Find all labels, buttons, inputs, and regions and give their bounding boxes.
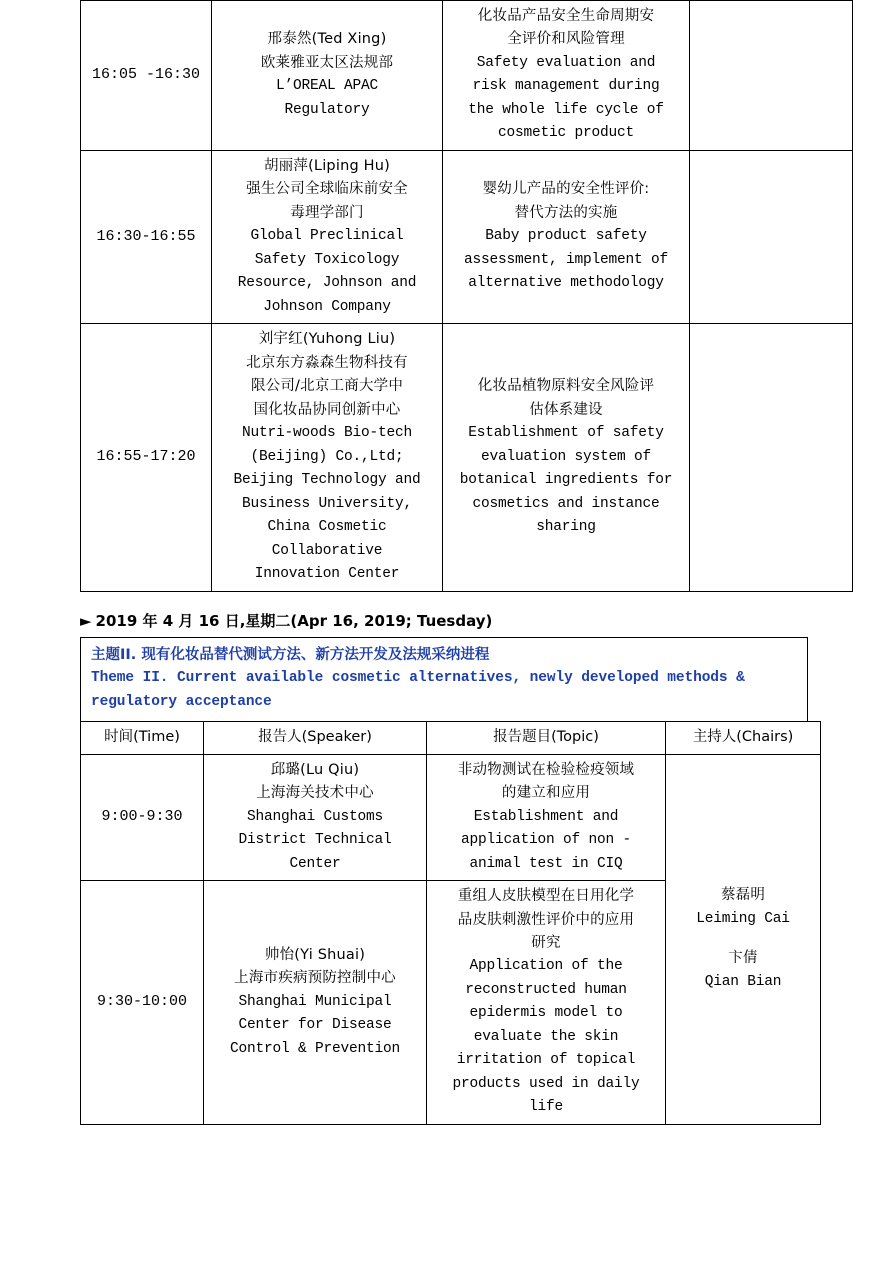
speaker-affiliation-en-1: L’OREAL APAC [275, 78, 379, 95]
speaker-affiliation-en-3: Control & Prevention [229, 1040, 401, 1057]
cell-speaker [204, 881, 427, 1125]
cell-topic [427, 881, 666, 1125]
cell-speaker [212, 324, 443, 591]
cell-speaker [212, 150, 443, 323]
speaker-affiliation-en-3: Center [289, 855, 341, 872]
speaker-lines [210, 759, 420, 876]
speaker-affiliation-en-4: Business University, [241, 495, 413, 512]
topic-cn-1: 非动物测试在检验检疫领域 [457, 761, 635, 778]
cell-chairs [666, 754, 821, 1124]
column-header-time: 时间(Time) [81, 722, 204, 754]
schedule-table-theme-2 [80, 721, 821, 1125]
topic-en-5: sharing [536, 519, 596, 536]
speaker-affiliation-cn-2: 限公司/北京工商大学中 [250, 378, 404, 395]
column-header-chairs: 主持人(Chairs) [666, 722, 821, 754]
speaker-affiliation-en-1: Shanghai Customs [246, 808, 384, 825]
speaker-name: 刘宇红(Yuhong Liu) [258, 331, 396, 348]
cell-time: 16:05 -16:30 [81, 1, 212, 151]
topic-en-1: Application of the [469, 958, 623, 975]
topic-cn-2: 品皮肤刺激性评价中的应用 [457, 911, 635, 928]
speaker-lines [210, 944, 420, 1061]
cell-speaker [204, 754, 427, 880]
cell-chair [690, 150, 853, 323]
table-row [81, 1, 853, 151]
speaker-name: 邱璐(Lu Qiu) [270, 761, 360, 778]
topic-cn-1: 婴幼儿产品的安全性评价: [482, 181, 650, 198]
chair-name-en-2: Qian Bian [704, 973, 782, 990]
speaker-name: 胡丽萍(Liping Hu) [263, 157, 391, 174]
cell-time: 9:30-10:00 [81, 881, 204, 1125]
topic-en-7: life [528, 1099, 563, 1116]
topic-en-4: cosmetics and instance [472, 495, 660, 512]
speaker-affiliation-cn: 欧莱雅亚太区法规部 [260, 54, 394, 71]
topic-en-5: irritation of topical [456, 1052, 636, 1069]
topic-en-2: assessment, implement of [463, 251, 669, 268]
topic-lines [433, 885, 659, 1120]
speaker-affiliation-en-1: Shanghai Municipal [238, 993, 392, 1010]
topic-cn-2: 全评价和风险管理 [507, 31, 625, 48]
cell-time: 9:00-9:30 [81, 754, 204, 880]
topic-en-3: the whole life cycle of [468, 101, 664, 118]
speaker-affiliation-cn-2: 毒理学部门 [290, 204, 364, 221]
cell-time: 16:30-16:55 [81, 150, 212, 323]
table-header [81, 722, 821, 754]
speaker-affiliation-cn: 上海海关技术中心 [256, 785, 374, 802]
cell-speaker [212, 1, 443, 151]
speaker-affiliation-cn: 上海市疾病预防控制中心 [234, 970, 396, 987]
topic-en-3: animal test in CIQ [469, 855, 623, 872]
speaker-affiliation-en-2: Regulatory [284, 101, 370, 118]
column-header-topic: 报告题目(Topic) [427, 722, 666, 754]
table-body [81, 754, 821, 1124]
speaker-affiliation-cn-3: 国化妆品协同创新中心 [253, 401, 401, 418]
topic-en-3: botanical ingredients for [459, 472, 673, 489]
speaker-lines [218, 28, 436, 122]
cell-chair [690, 324, 853, 591]
topic-en-4: cosmetic product [497, 125, 635, 142]
speaker-affiliation-en-3: Beijing Technology and [233, 472, 421, 489]
topic-cn-1: 化妆品产品安全生命周期安 [477, 8, 655, 24]
table-row [81, 150, 853, 323]
speaker-affiliation-cn-1: 北京东方淼森生物科技有 [246, 354, 408, 371]
speaker-affiliation-en-2: District Technical [238, 832, 392, 849]
topic-cn-3: 研究 [531, 934, 561, 951]
topic-en-1: Baby product safety [485, 228, 647, 245]
topic-en-3: epidermis model to [469, 1005, 623, 1022]
date-heading [80, 610, 810, 631]
speaker-lines [218, 155, 436, 319]
cell-topic [443, 150, 690, 323]
theme-title-cn: 主题II. 现有化妆品替代测试方法、新方法开发及法规采纳进程 [91, 646, 490, 663]
topic-cn-2: 的建立和应用 [501, 785, 591, 802]
topic-lines [449, 375, 683, 539]
topic-en-6: products used in daily [452, 1075, 640, 1092]
topic-cn-1: 化妆品植物原料安全风险评 [477, 378, 655, 395]
speaker-name: 邢泰然(Ted Xing) [267, 31, 387, 48]
bullet-arrow-icon: ► [80, 611, 92, 630]
chair-name-cn-2: 卞倩 [728, 950, 758, 967]
date-heading-text: 2019 年 4 月 16 日,星期二(Apr 16, 2019; Tuesday) [95, 611, 493, 630]
speaker-affiliation-cn-1: 强生公司全球临床前安全 [246, 181, 408, 198]
table-row [81, 324, 853, 591]
cell-topic [443, 324, 690, 591]
topic-en-1: Establishment of safety [468, 425, 664, 442]
topic-en-2: evaluation system of [480, 448, 652, 465]
topic-en-1: Establishment and [473, 808, 619, 825]
topic-en-2: reconstructed human [465, 981, 627, 998]
topic-lines [449, 5, 683, 146]
speaker-affiliation-en-4: Johnson Company [263, 298, 391, 315]
header-row [81, 722, 821, 754]
cell-time: 16:55-17:20 [81, 324, 212, 591]
topic-en-1: Safety evaluation and [476, 54, 656, 71]
table-row [81, 754, 821, 880]
topic-lines [433, 759, 659, 876]
topic-cn-2: 替代方法的实施 [514, 204, 618, 221]
speaker-affiliation-en-7: Innovation Center [254, 566, 400, 583]
topic-cn-2: 估体系建设 [529, 401, 603, 418]
table-body [81, 1, 853, 592]
topic-en-4: evaluate the skin [473, 1028, 619, 1045]
cell-topic [427, 754, 666, 880]
chair-lines [672, 884, 814, 994]
cell-chair [690, 1, 853, 151]
topic-en-3: alternative methodology [468, 275, 664, 292]
theme-banner [80, 637, 808, 721]
speaker-affiliation-en-1: Nutri-woods Bio-tech [241, 425, 413, 442]
speaker-affiliation-en-2: (Beijing) Co.,Ltd; [250, 448, 404, 465]
speaker-affiliation-en-3: Resource, Johnson and [237, 275, 417, 292]
topic-en-2: risk management during [472, 78, 660, 95]
speaker-affiliation-en-1: Global Preclinical [250, 228, 404, 245]
chair-name-cn-1: 蔡磊明 [720, 887, 766, 904]
column-header-speaker: 报告人(Speaker) [204, 722, 427, 754]
speaker-lines [218, 328, 436, 586]
speaker-affiliation-en-6: Collaborative [271, 542, 383, 559]
topic-lines [449, 178, 683, 295]
schedule-table-continued [80, 0, 853, 592]
chair-spacer [672, 931, 814, 947]
chair-name-en-1: Leiming Cai [696, 910, 790, 927]
topic-en-2: application of non - [460, 832, 632, 849]
speaker-affiliation-en-5: China Cosmetic [267, 519, 387, 536]
speaker-name: 帅怡(Yi Shuai) [264, 946, 366, 963]
topic-cn-1: 重组人皮肤模型在日用化学 [457, 888, 635, 905]
theme-title-en-line2: regulatory acceptance [91, 694, 272, 711]
cell-topic [443, 1, 690, 151]
speaker-affiliation-en-2: Safety Toxicology [254, 251, 400, 268]
speaker-affiliation-en-2: Center for Disease [238, 1017, 392, 1034]
theme-title-en-line1: Theme II. Current available cosmetic alternatives, newly developed methods & [91, 670, 745, 687]
